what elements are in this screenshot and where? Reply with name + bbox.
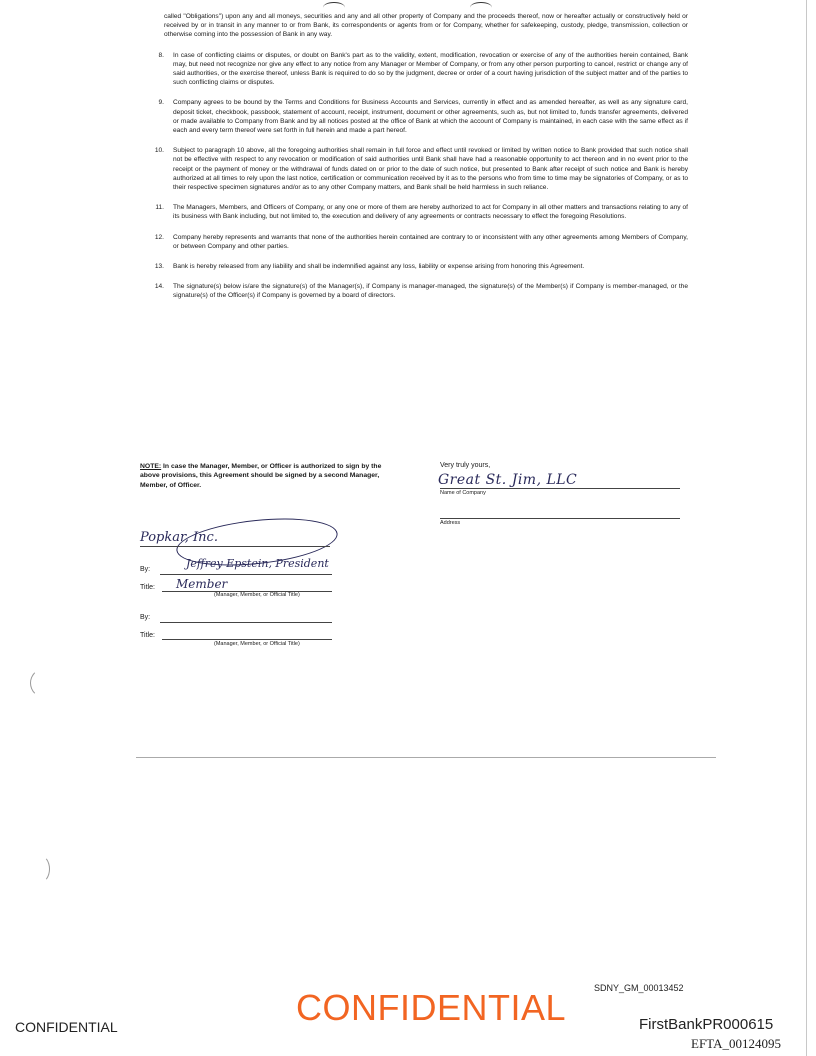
sdny-code: SDNY_GM_00013452 [594,983,684,993]
company-name-caption: Name of Company [440,490,486,496]
by-label: By: [140,566,151,573]
paragraph-13 [140,262,688,271]
paragraph-11 [140,203,688,221]
very-truly-yours: Very truly yours, [440,462,491,469]
title-label-second: Title: [140,632,155,639]
note-label: NOTE: [140,463,162,470]
title-line-second [162,639,332,640]
title-label: Title: [140,584,155,591]
by-line-second [160,622,332,623]
title-signature: Member [176,577,228,591]
signer-company-line [140,546,330,547]
confidential-stamp: CONFIDENTIAL [296,987,567,1028]
paragraph-12 [140,233,688,251]
note-text: In case the Manager, Member, or Officer is authorized to sign by the above provisions, this Agreement should be signed by a second Manager, Member, of Officer. [140,463,382,489]
paragraph-text: Company hereby represents and warrants that none of the authorities herein contained are contrary to or inconsistent with any other agreements among Members of Company, or between Company and other parties. [173,233,688,250]
paragraph-text: The signature(s) below is/are the signature(s) of the Manager(s), if Company is manager-managed, the signature(s) of the Member(s) if Company is member-managed, or the signature(s) of the Officer(s) if Company is governed by a board of directors. [173,283,688,300]
paragraph-number: 9. [158,99,164,107]
title-caption-second: (Manager, Member, or Official Title) [214,641,300,647]
agreement-body [140,12,688,312]
paragraph-9 [140,98,688,135]
paragraph-8 [140,51,688,88]
signer-company-handwriting: Popkar, Inc. [140,530,218,545]
scan-mark-side-lower [30,855,50,883]
continuation-paragraph: called "Obligations") upon any and all moneys, securities and any and all other property of Company and the proceeds thereof, now or hereafter actually or constructively held or received by or in transit in any manner to or from Bank, its correspondents or agents from or for Company, whether for safekeeping, custody, pledge, transmission, collection or otherwise coming into the possession of Bank in any way. [164,13,688,39]
address-caption: Address [440,520,461,526]
by-signature: Jeffrey Epstein, President [186,557,329,570]
signing-note [140,462,402,490]
paragraph-number: 13. [154,263,164,271]
paragraph-text: Bank is hereby released from any liability and shall be indemnified against any loss, liability or expense arising from honoring this Agreement. [173,263,585,271]
paragraph-number: 11. [155,204,164,212]
bates-number: FirstBankPR000615 [639,1016,774,1033]
paragraph-number: 14. [154,283,164,291]
efta-number: EFTA_00124095 [691,1036,781,1051]
confidential-label-left: CONFIDENTIAL [15,1019,118,1035]
scan-mark-side [30,668,60,698]
paragraph-number: 8. [158,51,164,59]
scan-horizontal-line [136,757,716,758]
paragraph-text: The Managers, Members, and Officers of Company, or any one or more of them are hereby authorized to act for Company in all other matters and transactions relating to any of its business with Bank including, but not limited to, the execution and delivery of any agreements or contracts necessary to effect the foregoing Resolutions. [173,204,688,221]
page-edge-line [806,0,807,1056]
address-line [440,518,680,519]
paragraph-10 [140,146,688,192]
by-line [160,574,332,575]
title-caption: (Manager, Member, or Official Title) [214,592,300,598]
paragraph-14 [140,282,688,300]
paragraph-text: Company agrees to be bound by the Terms and Conditions for Business Accounts and Services, currently in effect and as amended hereafter, as well as any signature card, deposit ticket, checkbook, passbook, statement of account, receipt, instrument, document or other agreements, such as, but not limited to, funds transfer agreements, delivered or made available to Company from Bank and by all notices posted at the office of Bank at which the account of Company is maintained, in each case with the same effect as if each and every term thereof were set forth in full herein and made a part hereof. [173,99,688,135]
paragraph-number: 10. [154,147,164,155]
paragraph-number: 12. [154,233,164,241]
paragraph-text: Subject to paragraph 10 above, all the foregoing authorities shall remain in full force and effect until revoked or limited by written notice to Bank provided that such notice shall not be effective with respect to any revocation or modification of said authorities until Bank shall have had a reasonable opportunity to act thereon and in no event prior to the receipt or the payment of money or the withdrawal of funds dated on or prior to the date of such notice, but presented to Bank after receipt of such notice and Bank is hereby authorized at all times to rely upon the last notice, certification or communication received by it as to the persons who from time to time may be signatories of Company, or as to their respective specimen signatures and/or as to any other Company matters, and Bank shall be held harmless in such reliance. [173,147,688,192]
company-name-handwriting: Great St. Jim, LLC [438,472,578,488]
paragraph-text: In case of conflicting claims or disputes, or doubt on Bank's part as to the validity, extent, modification, revocation or exercise of any of the authorities herein contained, Bank may, but need not recognize nor give any effect to any notice from any Manager or Member of Company, or from any other person purporting to cancel, restrict or change any of said authorities, or the exercise thereof, unless Bank is required to do so by the judgment, decree or order of a court having jurisdiction of the subject matter and of the parties to such conflicting claims or disputes. [173,51,688,87]
company-name-line [440,488,680,489]
by-label-second: By: [140,614,151,621]
